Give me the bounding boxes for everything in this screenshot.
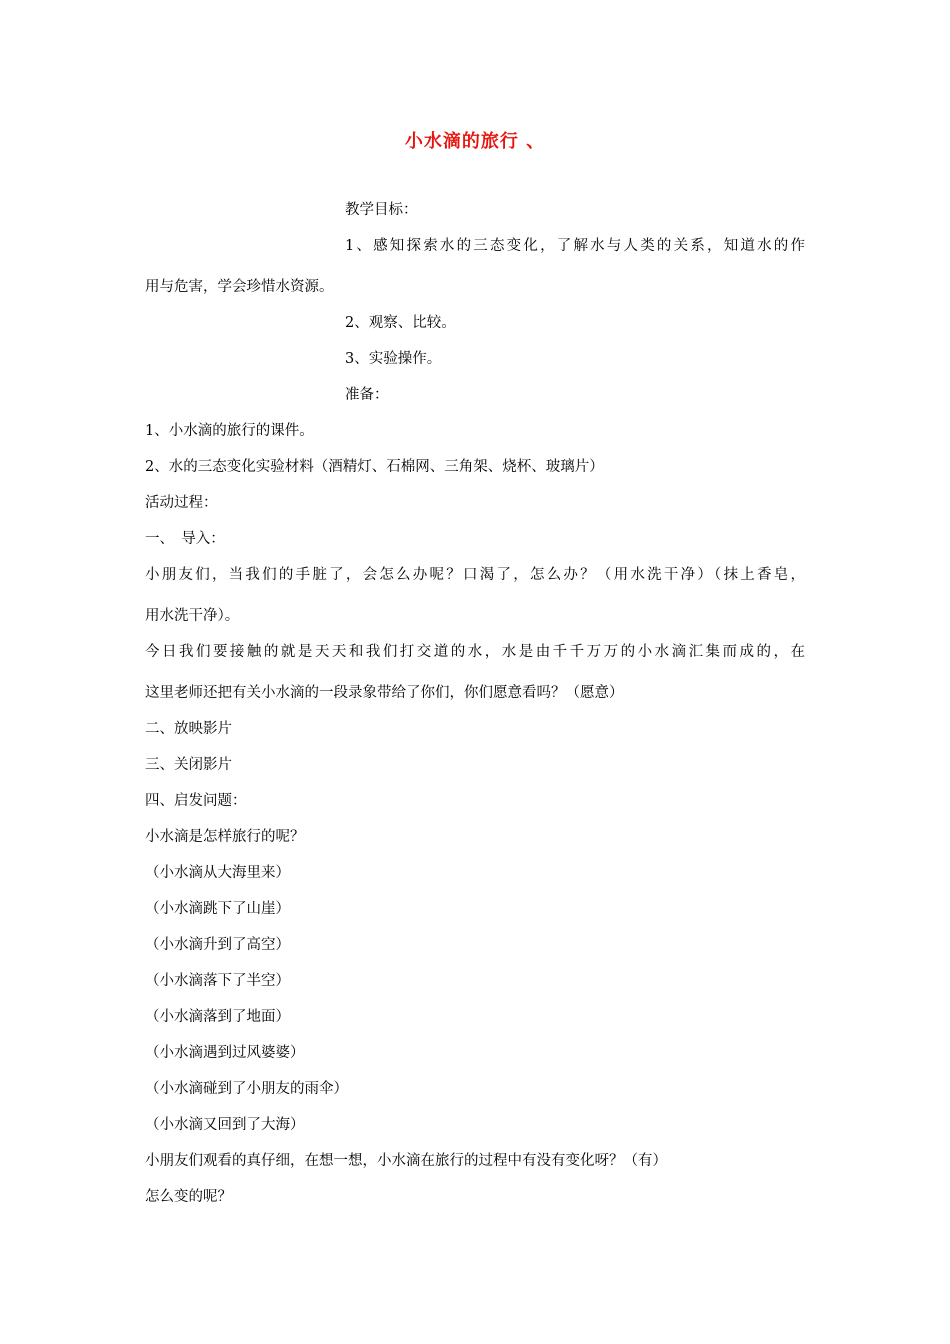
question-change: 小朋友们观看的真仔细，在想一想，小水滴在旅行的过程中有没有变化呀？（有） <box>145 1153 667 1169</box>
section-heading-process: 活动过程： <box>145 495 218 511</box>
preparation-item-2: 2、水的三态变化实验材料（酒精灯、石棉网、三角架、烧杯、玻璃片） <box>145 459 604 475</box>
question-how: 怎么变的呢？ <box>145 1189 232 1205</box>
answer-item-6: （小水滴遇到过风婆婆） <box>145 1045 305 1061</box>
paragraph-intro-line-2: 用水洗干净）。 <box>145 608 240 624</box>
answer-item-8: （小水滴又回到了大海） <box>145 1117 305 1133</box>
goal-item-2: 2、观察、比较。 <box>345 315 456 331</box>
paragraph-water-line-2: 这里老师还把有关小水滴的一段录象带给了你们，你们愿意看吗？（愿意） <box>145 685 624 701</box>
step-heading-2: 二、放映影片 <box>145 721 232 737</box>
paragraph-water-line-1: 今日我们要接触的就是天天和我们打交道的水，水是由千千万万的小水滴汇集而成的，在 <box>145 644 805 660</box>
goal-item-1-continued: 用与危害，学会珍惜水资源。 <box>145 279 334 295</box>
answer-item-4: （小水滴落下了半空） <box>145 973 290 989</box>
document-title: 小水滴的旅行 、 <box>404 131 546 152</box>
paragraph-intro-line-1: 小朋友们，当我们的手脏了，会怎么办呢？口渴了，怎么办？（用水洗干净）（抹上香皂， <box>145 567 805 583</box>
answer-item-5: （小水滴落到了地面） <box>145 1009 290 1025</box>
section-heading-preparation: 准备： <box>345 387 389 403</box>
answer-item-7: （小水滴碰到了小朋友的雨伞） <box>145 1081 348 1097</box>
question-travel: 小水滴是怎样旅行的呢？ <box>145 829 305 845</box>
answer-item-1: （小水滴从大海里来） <box>145 865 290 881</box>
step-heading-3: 三、关闭影片 <box>145 757 232 773</box>
answer-item-2: （小水滴跳下了山崖） <box>145 901 290 917</box>
preparation-item-1: 1、小水滴的旅行的课件。 <box>145 423 314 439</box>
goal-item-3: 3、实验操作。 <box>345 351 442 367</box>
section-heading-goals: 教学目标： <box>345 202 418 218</box>
goal-item-1: 1、感知探索水的三态变化，了解水与人类的关系，知道水的作 <box>345 238 805 254</box>
step-heading-4: 四、启发问题： <box>145 793 247 809</box>
answer-item-3: （小水滴升到了高空） <box>145 937 290 953</box>
step-heading-1: 一、 导入： <box>145 531 225 547</box>
